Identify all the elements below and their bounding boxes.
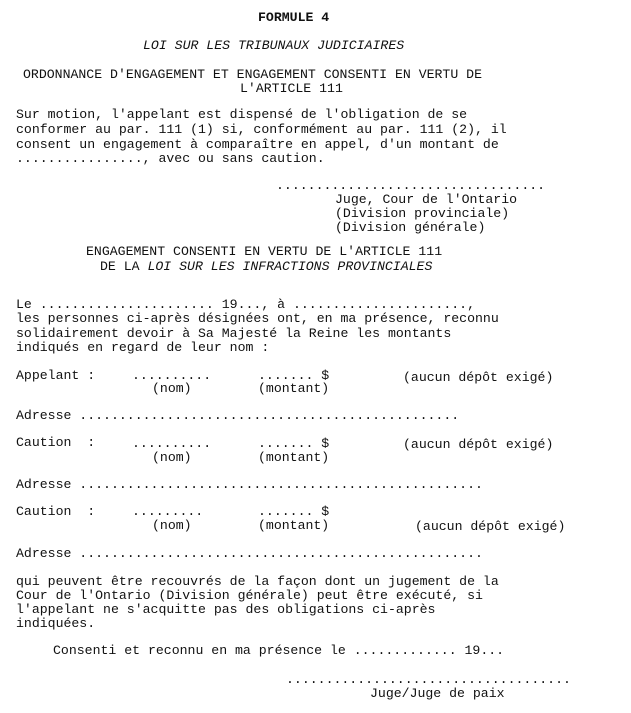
engagement-act-title: LOI SUR LES INFRACTIONS PROVINCIALES (147, 259, 433, 274)
party-name-dots: ......... (132, 504, 204, 519)
judge-title-line1: Juge, Cour de l'Ontario (335, 192, 518, 207)
closing-line2: Cour de l'Ontario (Division générale) peut être exécuté, si (16, 588, 483, 603)
signer-title: Juge/Juge de paix (370, 686, 505, 701)
order-body-line3: consent un engagement à comparaître en appel, d'un montant de (16, 137, 499, 152)
order-body-line1: Sur motion, l'appelant est dispensé de l'obligation de se (16, 107, 468, 122)
party-deposit-note: (aucun dépôt exigé) (403, 370, 554, 385)
order-title-line2: L'ARTICLE 111 (240, 81, 343, 96)
closing-line3: l'appelant ne s'acquitte pas des obligations ci-après (16, 602, 436, 617)
party-role: Caution : (16, 504, 96, 519)
order-title-line1: ORDONNANCE D'ENGAGEMENT ET ENGAGEMENT CONSENTI EN VERTU DE (23, 67, 482, 82)
order-body-line2: conformer au par. 111 (1) si, conformément au par. 111 (2), il (16, 122, 507, 137)
engagement-title-prefix: DE LA (100, 259, 148, 274)
party-name-label: (nom) (152, 450, 192, 465)
judge-title-line3: (Division générale) (335, 220, 486, 235)
form-number: FORMULE 4 (258, 10, 330, 25)
engagement-body-line1: les personnes ci-après désignées ont, en ma présence, reconnu (16, 311, 499, 326)
engagement-body-line2: solidairement devoir à Sa Majesté la Reine les montants (16, 326, 452, 341)
order-body-line4: ................, avec ou sans caution. (16, 151, 325, 166)
party-deposit-note: (aucun dépôt exigé) (415, 519, 566, 534)
party-amount-label: (montant) (258, 381, 330, 396)
party-amount-label: (montant) (258, 518, 330, 533)
party-amount-label: (montant) (258, 450, 330, 465)
closing-line4: indiquées. (16, 616, 96, 631)
closing-line1: qui peuvent être recouvrés de la façon dont un jugement de la (16, 574, 499, 589)
party-address-line: Adresse ................................................... (16, 546, 483, 561)
party-address-line: Adresse ................................................... (16, 477, 483, 492)
consent-line: Consenti et reconnu en ma présence le ............. 19... (53, 643, 505, 658)
party-name-dots: .......... (132, 368, 212, 383)
order-signature-line: .................................. (276, 178, 546, 193)
engagement-title-line2 (100, 259, 432, 274)
engagement-title-line1: ENGAGEMENT CONSENTI EN VERTU DE L'ARTICLE 111 (86, 244, 443, 259)
engagement-date-line: Le ...................... 19..., à ......................, (16, 297, 475, 312)
party-amount-dots: ....... $ (258, 436, 330, 451)
party-amount-dots: ....... $ (258, 504, 330, 519)
party-role: Appelant : (16, 368, 96, 383)
party-name-label: (nom) (152, 381, 192, 396)
engagement-body-line3: indiqués en regard de leur nom : (16, 340, 270, 355)
party-deposit-note: (aucun dépôt exigé) (403, 437, 554, 452)
act-title: LOI SUR LES TRIBUNAUX JUDICIAIRES (143, 38, 405, 53)
judge-title-line2: (Division provinciale) (335, 206, 510, 221)
party-role: Caution : (16, 435, 96, 450)
closing-signature-line: .................................... (286, 672, 571, 687)
party-amount-dots: ....... $ (258, 368, 330, 383)
party-name-label: (nom) (152, 518, 192, 533)
party-address-line: Adresse ................................................ (16, 408, 460, 423)
party-name-dots: .......... (132, 436, 212, 451)
